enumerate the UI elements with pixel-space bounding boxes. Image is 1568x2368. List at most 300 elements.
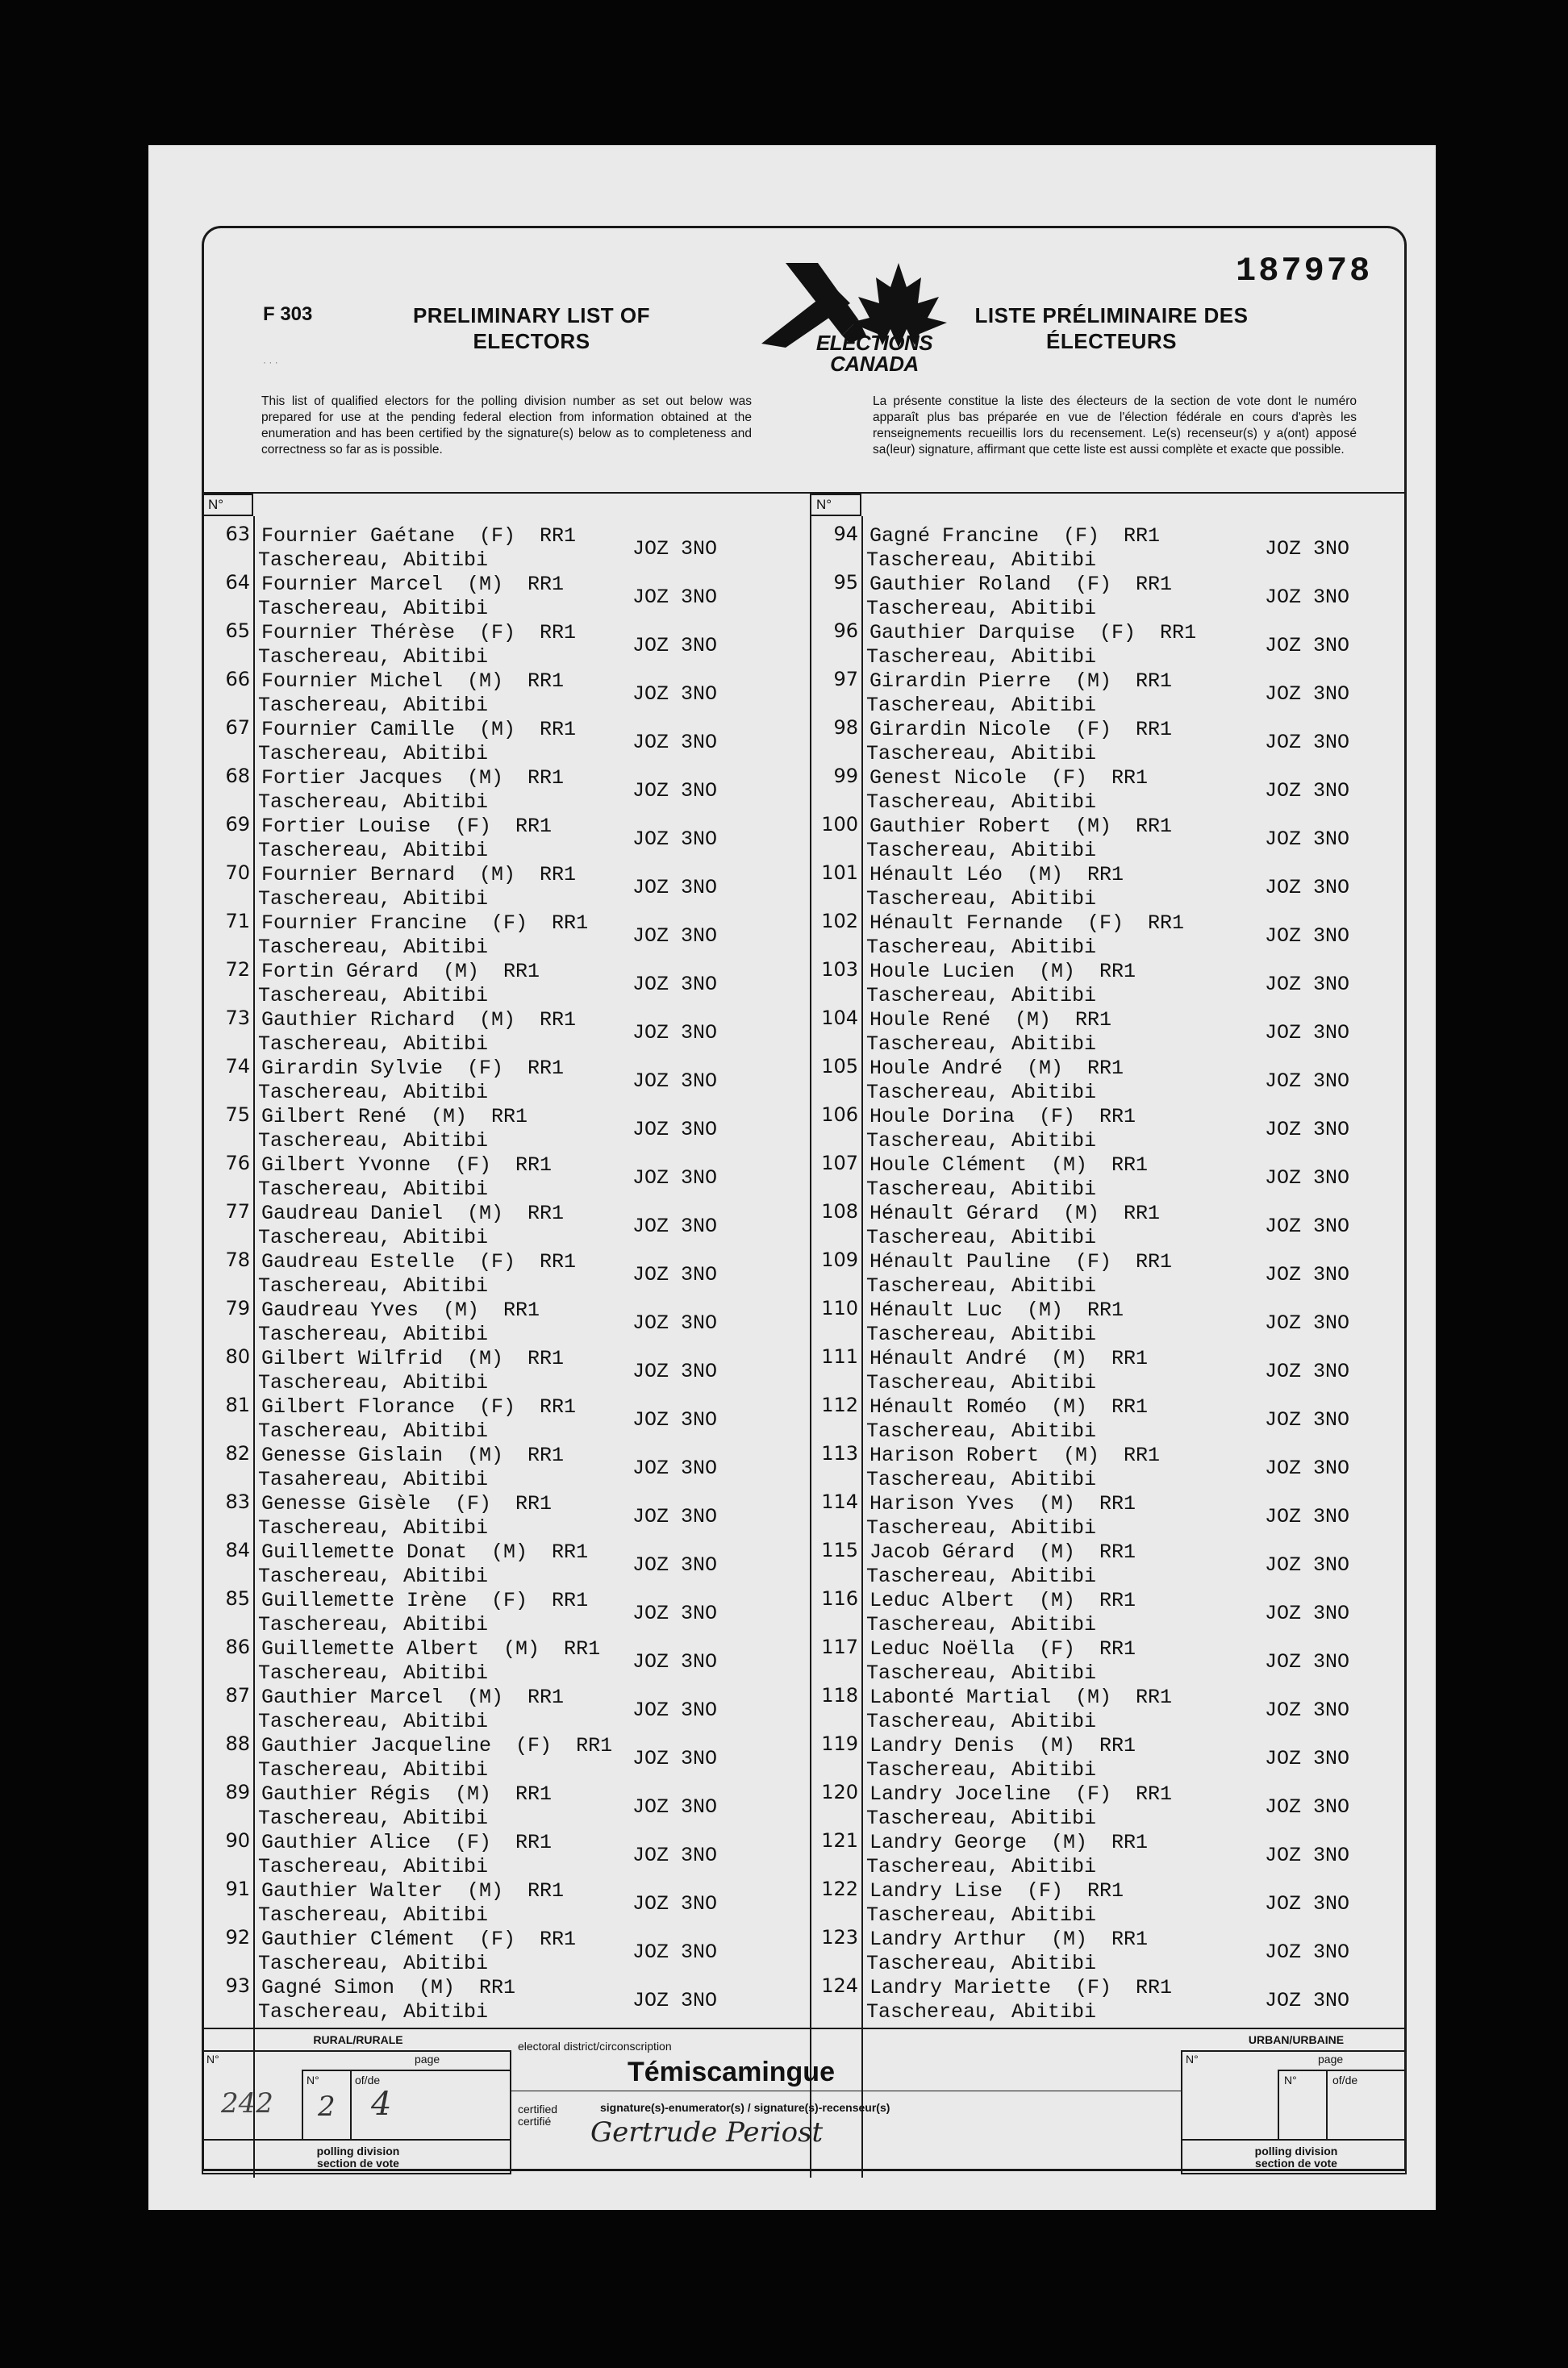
elector-address: Taschereau, Abitibi — [866, 887, 1097, 911]
elector-entry — [205, 1394, 810, 1442]
urban-page-label: page — [1318, 2053, 1344, 2066]
elector-postal-code: JOZ 3NO — [1265, 1844, 1350, 1867]
elector-number: 118 — [821, 1684, 858, 1707]
elector-number: 104 — [821, 1007, 858, 1029]
elector-address: Taschereau, Abitibi — [258, 1178, 489, 1201]
elector-name: Gaudreau Yves (M) RR1 — [261, 1299, 540, 1322]
elector-name: Fournier Bernard (M) RR1 — [261, 863, 577, 886]
elector-address: Taschereau, Abitibi — [258, 1129, 489, 1153]
elector-postal-code: JOZ 3NO — [632, 1553, 718, 1577]
elector-entry — [205, 1103, 810, 1152]
elector-number: 114 — [821, 1490, 858, 1513]
elector-address: Taschereau, Abitibi — [866, 1274, 1097, 1298]
rural-page-rule — [302, 2070, 511, 2071]
elector-address: Taschereau, Abitibi — [866, 1129, 1097, 1153]
elector-postal-code: JOZ 3NO — [1265, 924, 1350, 948]
elector-number: 66 — [225, 668, 250, 690]
intro-text-english: This list of qualified electors for the polling division number as set out below was prepared for use at the pending federal election from information obtained at the enumeration and has been certified by the signature(s) below as to completeness and correctness so far as is possible. — [261, 394, 752, 457]
elector-postal-code: JOZ 3NO — [632, 1408, 718, 1432]
rural-no-label: N° — [206, 2053, 219, 2066]
polling-division-en: polling division — [316, 2145, 400, 2157]
elector-number: 93 — [225, 1974, 250, 1997]
district-value: Témiscamingue — [628, 2057, 835, 2087]
elector-name: Landry Arthur (M) RR1 — [869, 1928, 1149, 1951]
elector-postal-code: JOZ 3NO — [1265, 1069, 1350, 1093]
elector-postal-code: JOZ 3NO — [632, 1263, 718, 1286]
elector-address: Taschereau, Abitibi — [258, 548, 489, 572]
elector-postal-code: JOZ 3NO — [632, 1505, 718, 1528]
elector-entry — [205, 1539, 810, 1587]
elector-number: 102 — [821, 910, 858, 932]
elector-address: Taschereau, Abitibi — [258, 1420, 489, 1443]
elector-name: Gauthier Richard (M) RR1 — [261, 1008, 577, 1032]
elector-address: Taschereau, Abitibi — [866, 1032, 1097, 1056]
elector-address: Taschereau, Abitibi — [866, 597, 1097, 620]
elector-name: Leduc Noëlla (F) RR1 — [869, 1637, 1136, 1661]
elector-name: Gagné Simon (M) RR1 — [261, 1976, 516, 1999]
elector-postal-code: JOZ 3NO — [1265, 537, 1350, 561]
elector-number: 85 — [225, 1587, 250, 1610]
urban-page-no-label: N° — [1284, 2074, 1297, 2087]
elector-postal-code: JOZ 3NO — [1265, 1021, 1350, 1044]
form-number: F 303 — [263, 303, 313, 325]
elector-name: Fournier Gaétane (F) RR1 — [261, 524, 577, 548]
elector-postal-code: JOZ 3NO — [632, 1844, 718, 1867]
signature-label: signature(s)-enumerator(s) / signature(s)-recenseur(s) — [600, 2101, 890, 2114]
elector-entry — [813, 1103, 1405, 1152]
elector-postal-code: JOZ 3NO — [632, 586, 718, 609]
elector-address: Taschereau, Abitibi — [258, 1613, 489, 1636]
elector-entry — [205, 1732, 810, 1781]
elector-number: 86 — [225, 1636, 250, 1658]
urban-bottom-rule — [1181, 2139, 1407, 2141]
elector-address: Tasahereau, Abitibi — [258, 1468, 489, 1491]
elector-name: Hénault Pauline (F) RR1 — [869, 1250, 1173, 1274]
elector-entry — [813, 1878, 1405, 1926]
elector-entry — [813, 1587, 1405, 1636]
elector-entry — [205, 1345, 810, 1394]
elector-address: Taschereau, Abitibi — [258, 1710, 489, 1733]
elector-name: Landry Lise (F) RR1 — [869, 1879, 1124, 1903]
footer-top-rule — [202, 2028, 1407, 2029]
logo-wordmark — [737, 332, 1011, 374]
elector-number: 89 — [225, 1781, 250, 1803]
elector-number: 69 — [225, 813, 250, 836]
elector-number: 94 — [833, 523, 858, 545]
rural-polling-no-value: 242 — [221, 2087, 273, 2120]
rural-of-value: 4 — [371, 2086, 392, 2123]
elector-name: Hénault Léo (M) RR1 — [869, 863, 1124, 886]
elector-entry — [813, 1249, 1405, 1297]
elector-entry — [813, 813, 1405, 861]
elector-name: Gauthier Robert (M) RR1 — [869, 815, 1173, 838]
elector-number: 98 — [833, 716, 858, 739]
elector-postal-code: JOZ 3NO — [632, 1699, 718, 1722]
elector-postal-code: JOZ 3NO — [632, 973, 718, 996]
elector-address: Taschereau, Abitibi — [258, 1371, 489, 1395]
elector-entry — [813, 716, 1405, 765]
elector-postal-code: JOZ 3NO — [632, 779, 718, 803]
logo-line-1: ELECTIONS — [815, 331, 933, 355]
elector-number: 77 — [225, 1200, 250, 1223]
elector-name: Gaudreau Daniel (M) RR1 — [261, 1202, 565, 1225]
elector-number: 82 — [225, 1442, 250, 1465]
elector-entry — [205, 861, 810, 910]
elector-entry — [205, 523, 810, 571]
elector-entry — [813, 571, 1405, 619]
elector-address: Taschereau, Abitibi — [866, 1468, 1097, 1491]
elector-number: 113 — [821, 1442, 858, 1465]
elector-postal-code: JOZ 3NO — [632, 1360, 718, 1383]
elector-name: Girardin Nicole (F) RR1 — [869, 718, 1173, 741]
elector-number: 64 — [225, 571, 250, 594]
elector-entry — [813, 668, 1405, 716]
elector-number: 88 — [225, 1732, 250, 1755]
elector-address: Taschereau, Abitibi — [866, 2000, 1097, 2024]
elector-entry — [813, 1781, 1405, 1829]
logo-line-2: CANADA — [830, 352, 919, 376]
elector-postal-code: JOZ 3NO — [1265, 1408, 1350, 1432]
elector-name: Gauthier Jacqueline (F) RR1 — [261, 1734, 613, 1757]
elector-postal-code: JOZ 3NO — [1265, 1602, 1350, 1625]
elector-address: Taschereau, Abitibi — [866, 1323, 1097, 1346]
elector-address: Taschereau, Abitibi — [866, 839, 1097, 862]
elector-address: Taschereau, Abitibi — [258, 1758, 489, 1782]
elector-entry — [205, 1055, 810, 1103]
elector-entry — [813, 1636, 1405, 1684]
elector-name: Gauthier Darquise (F) RR1 — [869, 621, 1197, 644]
elector-entry — [205, 1636, 810, 1684]
elector-postal-code: JOZ 3NO — [632, 1021, 718, 1044]
elector-name: Gilbert Yvonne (F) RR1 — [261, 1153, 553, 1177]
elector-number: 80 — [225, 1345, 250, 1368]
elector-number: 71 — [225, 910, 250, 932]
elector-number: 115 — [821, 1539, 858, 1561]
rural-label: RURAL/RURALE — [313, 2033, 403, 2046]
elector-number: 106 — [821, 1103, 858, 1126]
certified-fr: certifié — [518, 2115, 552, 2128]
rural-of-label: of/de — [355, 2074, 381, 2087]
elector-entry — [813, 1490, 1405, 1539]
urban-no-label: N° — [1186, 2053, 1199, 2066]
elector-address: Taschereau, Abitibi — [258, 887, 489, 911]
elector-entry — [205, 1781, 810, 1829]
elector-postal-code: JOZ 3NO — [632, 1941, 718, 1964]
intro-text-french: La présente constitue la liste des électeurs de la section de vote dont le numéro apparaît plus bas préparée en vue de l'élection fédérale en cours d'après les renseignements recueillis lors du recensement. Le(s) recenseur(s) y a(ont) apposé sa(leur) signature, affirmant que cette liste est aussi complète et exacte que possible. — [873, 394, 1357, 457]
elector-postal-code: JOZ 3NO — [1265, 1505, 1350, 1528]
elector-entry — [813, 861, 1405, 910]
elector-address: Taschereau, Abitibi — [866, 790, 1097, 814]
elector-name: Gilbert Florance (F) RR1 — [261, 1395, 577, 1419]
elector-address: Taschereau, Abitibi — [866, 1903, 1097, 1927]
elector-number: 111 — [821, 1345, 858, 1368]
rural-page-divider — [350, 2070, 352, 2139]
elector-entry — [205, 958, 810, 1007]
elector-postal-code: JOZ 3NO — [1265, 682, 1350, 706]
elector-name: Fortin Gérard (M) RR1 — [261, 960, 540, 983]
title-english: PRELIMINARY LIST OF ELECTORS — [412, 303, 651, 353]
elector-postal-code: JOZ 3NO — [632, 1989, 718, 2012]
elector-number: 83 — [225, 1490, 250, 1513]
elector-postal-code: JOZ 3NO — [1265, 1795, 1350, 1819]
elector-entry — [205, 1926, 810, 1974]
elector-name: Genesse Gisèle (F) RR1 — [261, 1492, 553, 1515]
elector-postal-code: JOZ 3NO — [1265, 1989, 1350, 2012]
elector-name: Hénault Roméo (M) RR1 — [869, 1395, 1149, 1419]
elector-address: Taschereau, Abitibi — [258, 742, 489, 765]
elector-entry — [205, 1878, 810, 1926]
elector-number: 76 — [225, 1152, 250, 1174]
elector-address: Taschereau, Abitibi — [258, 790, 489, 814]
elector-entry — [205, 1442, 810, 1490]
elector-entry — [813, 958, 1405, 1007]
elector-entry — [813, 1345, 1405, 1394]
elector-address: Taschereau, Abitibi — [258, 839, 489, 862]
elector-entry — [205, 668, 810, 716]
elector-postal-code: JOZ 3NO — [632, 1166, 718, 1190]
elector-postal-code: JOZ 3NO — [1265, 1457, 1350, 1480]
elector-postal-code: JOZ 3NO — [632, 1650, 718, 1674]
elector-postal-code: JOZ 3NO — [1265, 1553, 1350, 1577]
elector-number: 101 — [821, 861, 858, 884]
elector-name: Gilbert Wilfrid (M) RR1 — [261, 1347, 565, 1370]
elector-postal-code: JOZ 3NO — [632, 876, 718, 899]
elector-postal-code: JOZ 3NO — [1265, 586, 1350, 609]
elector-entry — [205, 571, 810, 619]
elector-address: Taschereau, Abitibi — [258, 1565, 489, 1588]
urban-page-divider — [1326, 2070, 1328, 2139]
elector-name: Genest Nicole (F) RR1 — [869, 766, 1149, 790]
elector-entry — [813, 1297, 1405, 1345]
elector-number: 92 — [225, 1926, 250, 1949]
elector-name: Gauthier Walter (M) RR1 — [261, 1879, 565, 1903]
elector-entry — [813, 1152, 1405, 1200]
elector-number: 75 — [225, 1103, 250, 1126]
elector-postal-code: JOZ 3NO — [632, 1215, 718, 1238]
right-border — [1405, 494, 1407, 2174]
elector-name: Fournier Marcel (M) RR1 — [261, 573, 565, 596]
elector-address: Taschereau, Abitibi — [866, 1226, 1097, 1249]
elector-number: 65 — [225, 619, 250, 642]
elector-number: 72 — [225, 958, 250, 981]
elector-entry — [205, 765, 810, 813]
elector-name: Landry Mariette (F) RR1 — [869, 1976, 1173, 1999]
elector-address: Taschereau, Abitibi — [258, 1952, 489, 1975]
elector-address: Taschereau, Abitibi — [258, 984, 489, 1007]
elector-postal-code: JOZ 3NO — [632, 1457, 718, 1480]
elector-address: Taschereau, Abitibi — [258, 645, 489, 669]
polling-division-fr: section de vote — [317, 2157, 399, 2170]
urban-of-label: of/de — [1332, 2074, 1358, 2087]
elector-name: Houle Dorina (F) RR1 — [869, 1105, 1136, 1128]
elector-entry — [813, 523, 1405, 571]
elector-entry — [205, 1587, 810, 1636]
elector-address: Taschereau, Abitibi — [258, 1081, 489, 1104]
elector-address: Taschereau, Abitibi — [866, 1661, 1097, 1685]
elector-address: Taschereau, Abitibi — [866, 1952, 1097, 1975]
elector-entry — [205, 1829, 810, 1878]
elector-postal-code: JOZ 3NO — [1265, 1747, 1350, 1770]
elector-address: Taschereau, Abitibi — [866, 645, 1097, 669]
elector-address: Taschereau, Abitibi — [258, 1274, 489, 1298]
elector-entry — [205, 1297, 810, 1345]
elector-postal-code: JOZ 3NO — [1265, 876, 1350, 899]
elector-address: Taschereau, Abitibi — [258, 1226, 489, 1249]
elector-number: 97 — [833, 668, 858, 690]
elector-postal-code: JOZ 3NO — [1265, 1699, 1350, 1722]
urban-no-divider — [1278, 2070, 1279, 2139]
elector-address: Taschereau, Abitibi — [258, 1855, 489, 1878]
elector-address: Taschereau, Abitibi — [866, 1420, 1097, 1443]
column-header-left: N° — [202, 494, 253, 516]
elector-postal-code: JOZ 3NO — [1265, 1360, 1350, 1383]
urban-polling-division-fr: section de vote — [1255, 2157, 1337, 2170]
elector-postal-code: JOZ 3NO — [632, 1118, 718, 1141]
elector-number: 112 — [821, 1394, 858, 1416]
elector-name: Labonté Martial (M) RR1 — [869, 1686, 1173, 1709]
urban-page-rule — [1278, 2070, 1407, 2071]
elector-postal-code: JOZ 3NO — [1265, 1166, 1350, 1190]
elector-name: Gaudreau Estelle (F) RR1 — [261, 1250, 577, 1274]
elector-address: Taschereau, Abitibi — [866, 984, 1097, 1007]
elector-entry — [205, 1200, 810, 1249]
elector-postal-code: JOZ 3NO — [632, 1747, 718, 1770]
elector-postal-code: JOZ 3NO — [632, 1602, 718, 1625]
elector-entry — [813, 1539, 1405, 1587]
elector-address: Taschereau, Abitibi — [258, 597, 489, 620]
elector-address: Taschereau, Abitibi — [866, 1613, 1097, 1636]
elector-address: Taschereau, Abitibi — [866, 936, 1097, 959]
elector-postal-code: JOZ 3NO — [632, 634, 718, 657]
rural-page-value: 2 — [318, 2091, 336, 2123]
elector-postal-code: JOZ 3NO — [632, 1311, 718, 1335]
elector-entry — [205, 1974, 810, 2023]
elector-number: 81 — [225, 1394, 250, 1416]
elector-name: Gagné Francine (F) RR1 — [869, 524, 1161, 548]
elector-number: 124 — [821, 1974, 858, 1997]
serial-number: 187978 — [1236, 252, 1373, 290]
faint-code: · · · — [263, 356, 278, 368]
elector-number: 120 — [821, 1781, 858, 1803]
elector-number: 87 — [225, 1684, 250, 1707]
elector-postal-code: JOZ 3NO — [1265, 1263, 1350, 1286]
elector-name: Gauthier Clément (F) RR1 — [261, 1928, 577, 1951]
elector-number: 91 — [225, 1878, 250, 1900]
elector-address: Taschereau, Abitibi — [866, 548, 1097, 572]
rural-page-label: page — [415, 2053, 440, 2066]
elector-address: Taschereau, Abitibi — [866, 1758, 1097, 1782]
elector-address: Taschereau, Abitibi — [866, 1855, 1097, 1878]
elector-entry — [813, 1684, 1405, 1732]
elector-address: Taschereau, Abitibi — [258, 1807, 489, 1830]
rural-polling-division-label — [213, 2145, 503, 2170]
elector-number: 67 — [225, 716, 250, 739]
elector-name: Leduc Albert (M) RR1 — [869, 1589, 1136, 1612]
elector-postal-code: JOZ 3NO — [1265, 779, 1350, 803]
rural-page-no-label: N° — [307, 2074, 319, 2087]
elector-name: Gilbert René (M) RR1 — [261, 1105, 528, 1128]
elector-address: Taschereau, Abitibi — [866, 1371, 1097, 1395]
urban-polling-division-en: polling division — [1254, 2145, 1338, 2157]
rural-no-divider — [302, 2070, 303, 2139]
elector-address: Taschereau, Abitibi — [866, 1178, 1097, 1201]
elector-postal-code: JOZ 3NO — [1265, 1941, 1350, 1964]
elector-address: Taschereau, Abitibi — [258, 936, 489, 959]
elector-name: Fortier Jacques (M) RR1 — [261, 766, 565, 790]
elector-entry — [813, 1926, 1405, 1974]
elector-address: Taschereau, Abitibi — [866, 1710, 1097, 1733]
elector-entry — [205, 716, 810, 765]
elector-name: Gauthier Roland (F) RR1 — [869, 573, 1173, 596]
elector-name: Landry Joceline (F) RR1 — [869, 1782, 1173, 1806]
elector-name: Harison Yves (M) RR1 — [869, 1492, 1136, 1515]
elector-name: Fournier Michel (M) RR1 — [261, 669, 565, 693]
elector-name: Gauthier Alice (F) RR1 — [261, 1831, 553, 1854]
elector-postal-code: JOZ 3NO — [1265, 731, 1350, 754]
elector-entry — [205, 910, 810, 958]
elector-name: Hénault Luc (M) RR1 — [869, 1299, 1124, 1322]
elector-entry — [813, 619, 1405, 668]
elector-postal-code: JOZ 3NO — [1265, 1215, 1350, 1238]
elector-postal-code: JOZ 3NO — [1265, 973, 1350, 996]
elector-postal-code: JOZ 3NO — [632, 1069, 718, 1093]
elector-entry — [205, 1007, 810, 1055]
elector-address: Taschereau, Abitibi — [866, 1516, 1097, 1540]
elector-number: 90 — [225, 1829, 250, 1852]
elector-number: 105 — [821, 1055, 858, 1078]
elector-name: Landry George (M) RR1 — [869, 1831, 1149, 1854]
elector-entry — [205, 1490, 810, 1539]
title-french: LISTE PRÉLIMINAIRE DES ÉLECTEURS — [974, 303, 1249, 353]
elector-entry — [813, 1732, 1405, 1781]
elector-postal-code: JOZ 3NO — [1265, 1650, 1350, 1674]
elector-address: Taschereau, Abitibi — [866, 1807, 1097, 1830]
elector-name: Hénault Fernande (F) RR1 — [869, 911, 1185, 935]
elector-number: 103 — [821, 958, 858, 981]
elector-number: 74 — [225, 1055, 250, 1078]
elector-number: 99 — [833, 765, 858, 787]
elector-address: Taschereau, Abitibi — [258, 1323, 489, 1346]
elector-name: Gauthier Régis (M) RR1 — [261, 1782, 553, 1806]
elector-number: 109 — [821, 1249, 858, 1271]
elector-name: Genesse Gislain (M) RR1 — [261, 1444, 565, 1467]
elector-name: Fournier Camille (M) RR1 — [261, 718, 577, 741]
election-form-sheet — [148, 145, 1436, 2210]
elector-postal-code: JOZ 3NO — [1265, 1311, 1350, 1335]
elector-postal-code: JOZ 3NO — [632, 731, 718, 754]
elector-entry — [813, 1055, 1405, 1103]
column-header-right: N° — [810, 494, 861, 516]
elector-address: Taschereau, Abitibi — [258, 1661, 489, 1685]
elector-address: Taschereau, Abitibi — [258, 694, 489, 717]
elector-name: Harison Robert (M) RR1 — [869, 1444, 1161, 1467]
elector-entry — [205, 619, 810, 668]
elector-name: Hénault André (M) RR1 — [869, 1347, 1149, 1370]
certified-en: certified — [518, 2103, 558, 2116]
elector-postal-code: JOZ 3NO — [1265, 634, 1350, 657]
elector-entry — [205, 1152, 810, 1200]
elector-address: Taschereau, Abitibi — [258, 1032, 489, 1056]
urban-label: URBAN/URBAINE — [1248, 2033, 1345, 2046]
district-label: electoral district/circonscription — [518, 2040, 672, 2053]
elector-name: Guillemette Albert (M) RR1 — [261, 1637, 601, 1661]
elector-number: 119 — [821, 1732, 858, 1755]
elector-entry — [813, 1829, 1405, 1878]
elector-postal-code: JOZ 3NO — [1265, 828, 1350, 851]
elector-name: Houle Clément (M) RR1 — [869, 1153, 1149, 1177]
elector-postal-code: JOZ 3NO — [632, 682, 718, 706]
elector-number: 100 — [821, 813, 858, 836]
